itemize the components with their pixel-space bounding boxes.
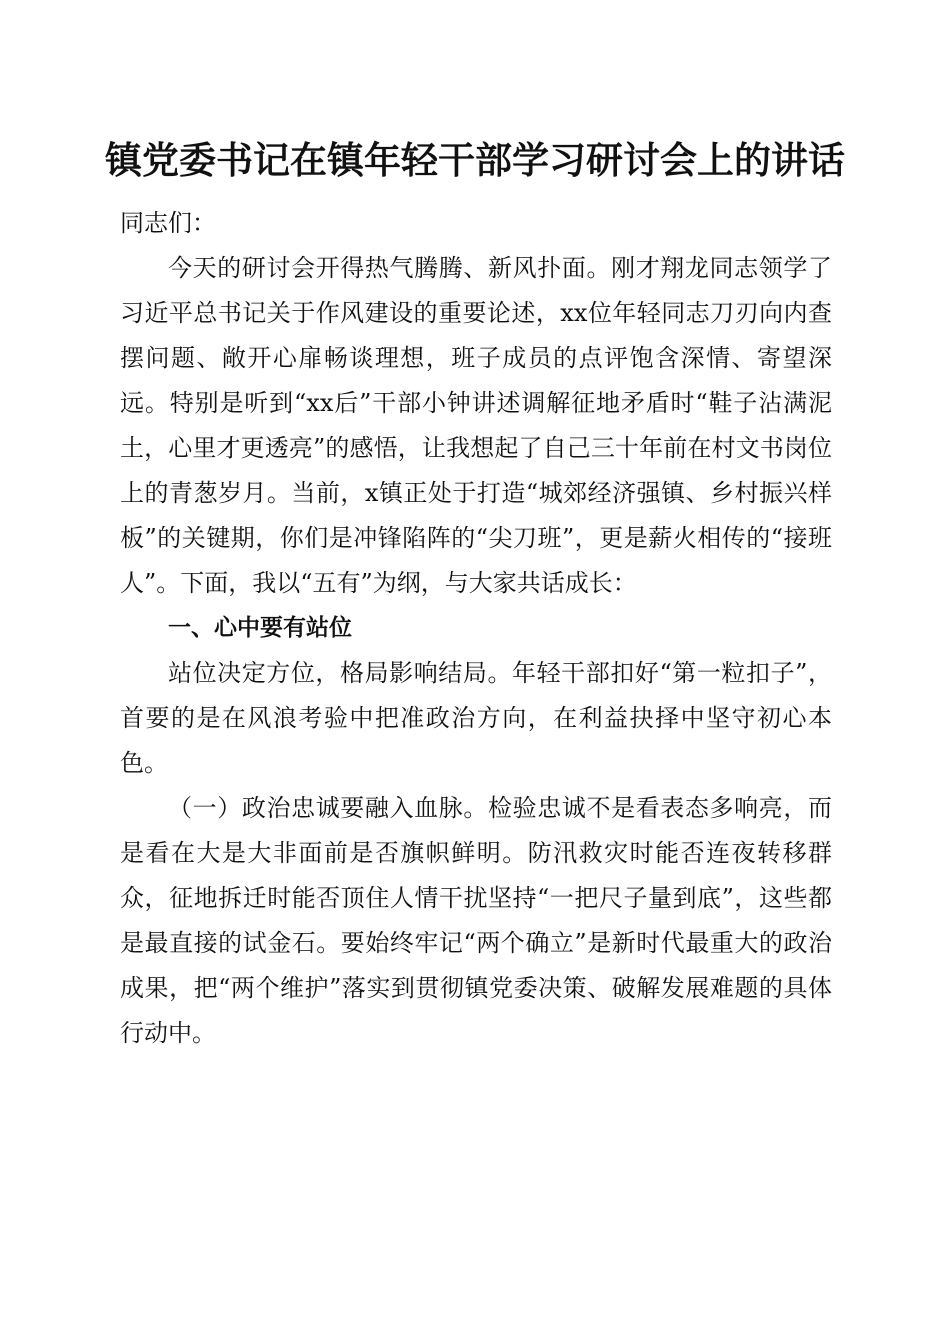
subsection-1-body: 检验忠诚不是看表态多响亮，而是看在大是大非面前是否旗帜鲜明。防汛救灾时能否连夜转移群众，征地拆迁时能否顶住人情干扰坚持“一把尺子量到底”，这些都是最直接的试金石。要始终牢记“两个确立”是新时代最重大的政治成果，把“两个维护”落实到贯彻镇党委决策、破解发展难题的具体行动中。 [120, 794, 832, 1047]
document-title: 镇党委书记在镇年轻干部学习研讨会上的讲话 [105, 138, 845, 182]
document-body [120, 201, 832, 1056]
subsection-1-lead: （一）政治忠诚要融入血脉。 [168, 794, 488, 822]
intro-paragraph: 今天的研讨会开得热气腾腾、新风扑面。刚才翔龙同志领学了习近平总书记关于作风建设的重要论述，xx位年轻同志刀刃向内查摆问题、敞开心扉畅谈理想，班子成员的点评饱含深情、寄望深远。特别是听到“xx后”干部小钟讲述调解征地矛盾时“鞋子沾满泥土，心里才更透亮”的感悟，让我想起了自己三十年前在村文书岗位上的青葱岁月。当前，x镇正处于打造“城郊经济强镇、乡村振兴样板”的关键期，你们是冲锋陷阵的“尖刀班”，更是薪火相传的“接班人”。下面，我以“五有”为纲，与大家共话成长： [120, 254, 832, 597]
salutation: 同志们： [120, 209, 216, 237]
subsection-1-paragraph [120, 786, 832, 1056]
section-1-paragraph: 站位决定方位，格局影响结局。年轻干部扣好“第一粒扣子”，首要的是在风浪考验中把准政治方向，在利益抉择中坚守初心本色。 [120, 659, 832, 777]
section-heading-1: 一、心中要有站位 [168, 615, 352, 641]
